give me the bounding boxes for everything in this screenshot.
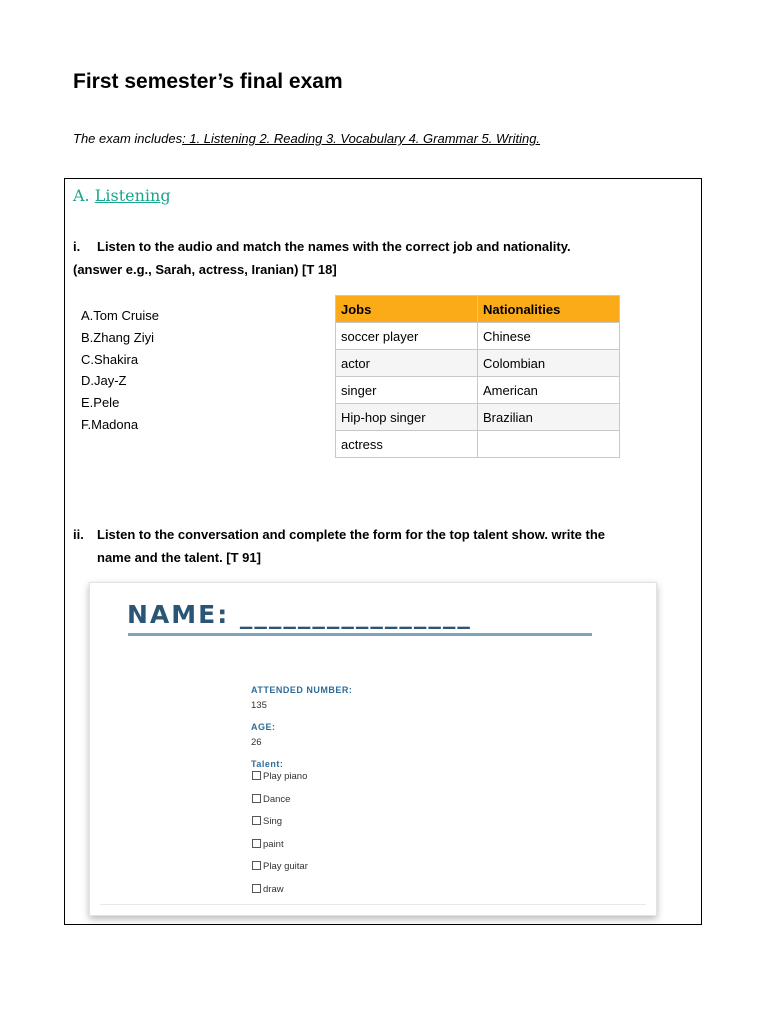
section-name: Listening: [94, 186, 171, 205]
talent-show-form: [89, 582, 657, 916]
part1-line1: Listen to the audio and match the names with the correct job and nationality.: [97, 239, 571, 254]
talent-option[interactable]: [252, 816, 308, 839]
checkbox-icon[interactable]: [252, 884, 261, 893]
table-cell: Brazilian: [478, 404, 620, 431]
part2-line2: name and the talent. [T 91]: [97, 550, 261, 565]
includes-list: : 1. Listening 2. Reading 3. Vocabulary 4. Grammar 5. Writing.: [182, 131, 541, 146]
section-heading: [73, 186, 171, 205]
talent-option-label: Play piano: [263, 771, 308, 782]
page-title: First semester’s final exam: [73, 70, 343, 93]
column-header-jobs: Jobs: [336, 296, 478, 323]
part2-line1: Listen to the conversation and complete the form for the top talent show. write the: [97, 527, 606, 542]
form-name-field[interactable]: NAME: ________________: [127, 600, 472, 629]
age-value: 26: [251, 737, 262, 748]
form-divider: [100, 904, 646, 905]
table-cell: actor: [336, 350, 478, 377]
talent-option-label: draw: [263, 883, 284, 895]
part1-number: i.: [73, 239, 81, 254]
checkbox-icon[interactable]: [252, 816, 261, 825]
part2-number: ii.: [73, 527, 84, 542]
table-cell: Colombian: [478, 350, 620, 377]
table-row: [336, 350, 620, 377]
includes-prefix: The exam includes: [73, 131, 183, 146]
column-header-nationalities: Nationalities: [478, 296, 620, 323]
table-cell: soccer player: [336, 323, 478, 350]
talent-option[interactable]: [252, 794, 308, 817]
list-item: C.Shakira: [81, 351, 139, 367]
list-item: F.Madona: [81, 416, 139, 432]
talent-option[interactable]: [252, 861, 308, 884]
talent-label: Talent:: [251, 759, 284, 769]
part1-line2: (answer e.g., Sarah, actress, Iranian) [T 18]: [73, 262, 337, 277]
talent-option[interactable]: [252, 884, 308, 907]
checkbox-icon[interactable]: [252, 861, 261, 870]
checkbox-icon[interactable]: [252, 794, 261, 803]
talent-option-label: Dance: [263, 793, 291, 805]
table-cell: [478, 431, 620, 458]
talent-option-label: Play guitar: [263, 861, 308, 872]
list-item: D.Jay-Z: [81, 373, 127, 389]
list-item: B.Zhang Ziyi: [81, 329, 154, 345]
talent-option[interactable]: [252, 839, 308, 862]
talent-option-label: paint: [263, 838, 284, 850]
table-row: [336, 404, 620, 431]
exam-includes: [73, 131, 540, 146]
jobs-nationalities-table: [335, 295, 620, 458]
table-row: [336, 431, 620, 458]
table-cell: actress: [336, 431, 478, 458]
list-item: E.Pele: [81, 395, 120, 411]
table-row: [336, 377, 620, 404]
names-list: [81, 305, 159, 436]
table-header-row: [336, 296, 620, 323]
table-cell: singer: [336, 377, 478, 404]
talent-options: [252, 771, 308, 906]
table-cell: Hip-hop singer: [336, 404, 478, 431]
table-cell: Chinese: [478, 323, 620, 350]
talent-option[interactable]: [252, 771, 308, 794]
checkbox-icon[interactable]: [252, 839, 261, 848]
table-row: [336, 323, 620, 350]
list-item: A.Tom Cruise: [81, 308, 160, 323]
talent-option-label: Sing: [263, 816, 283, 827]
table-cell: American: [478, 377, 620, 404]
attended-number-value: 135: [251, 700, 267, 711]
form-name-underline: [128, 633, 592, 636]
part2-instruction: [73, 523, 605, 569]
attended-number-label: ATTENDED NUMBER:: [251, 685, 353, 695]
age-label: AGE:: [251, 722, 276, 732]
checkbox-icon[interactable]: [252, 771, 261, 780]
part1-instruction: [73, 235, 571, 281]
section-letter: A.: [73, 186, 90, 205]
